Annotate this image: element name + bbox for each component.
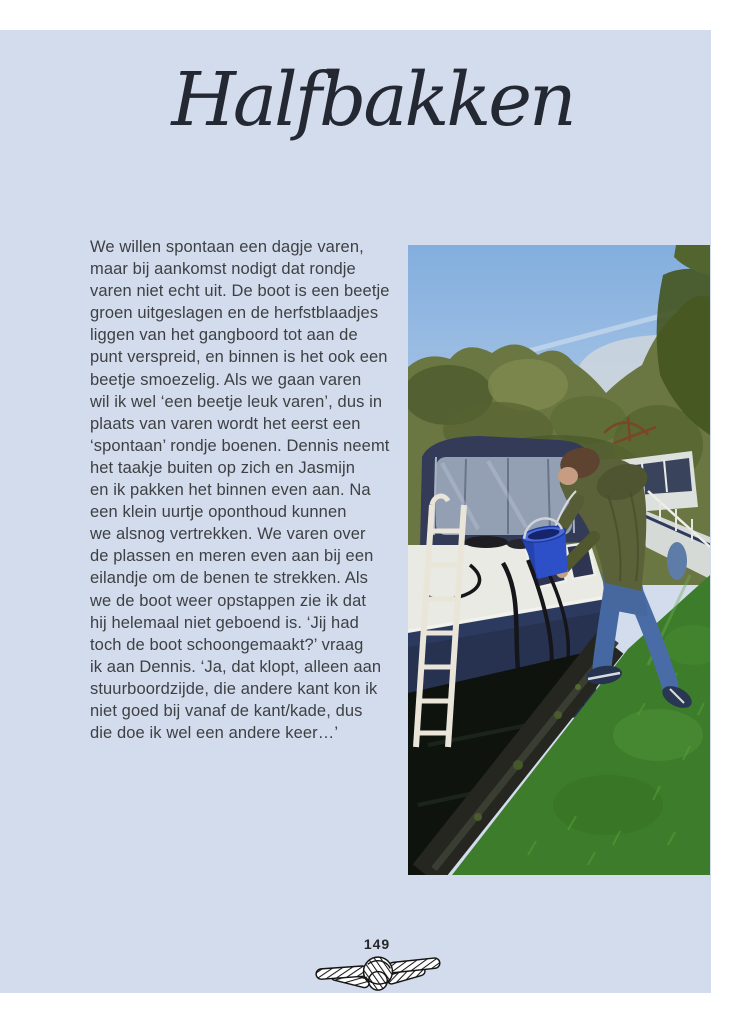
chapter-title: Halfbakken xyxy=(171,57,574,143)
body-line: de plassen en meren even aan bij een xyxy=(90,547,374,566)
body-line: groen uitgeslagen en de herfstblaadjes xyxy=(90,304,379,323)
body-line: die doe ik wel een andere keer…’ xyxy=(90,724,339,743)
page-number: 149 xyxy=(363,936,391,952)
body-line: het taakje buiten op zich en Jasmijn xyxy=(90,458,356,477)
body-line: ‘spontaan’ rondje boenen. Dennis neemt xyxy=(90,436,390,455)
body-line: eilandje om de benen te strekken. Als xyxy=(90,569,368,588)
photo-illustration xyxy=(408,245,710,875)
body-line: varen niet echt uit. De boot is een beetje xyxy=(90,282,390,301)
body-line: punt verspreid, en binnen is het ook een xyxy=(90,348,388,367)
face xyxy=(558,467,578,485)
body-line: liggen van het gangboord tot aan de xyxy=(90,326,358,345)
body-line: een klein uurtje oponthoud kunnen xyxy=(90,503,347,522)
body-line: plaats van varen wordt het eerst een xyxy=(90,414,361,433)
book-page xyxy=(0,30,711,993)
body-line: we de boot weer opstappen zie ik dat xyxy=(90,591,367,610)
body-line: toch de boot schoongemaakt?’ vraag xyxy=(90,635,364,654)
body-line: beetje smoezelig. Als we gaan varen xyxy=(90,370,362,389)
body-line: wil ik wel ‘een beetje leuk varen’, dus in xyxy=(90,392,383,411)
chapter-body xyxy=(90,236,410,744)
boat-fender xyxy=(667,542,687,580)
chapter-photo xyxy=(408,245,710,875)
body-line: stuurboordzijde, die andere kant kon ik xyxy=(90,679,378,698)
body-line: niet goed bij vanaf de kant/kade, dus xyxy=(90,701,363,720)
body-line: We willen spontaan een dagje varen, xyxy=(90,238,364,256)
rope-knot-illustration xyxy=(314,954,442,992)
body-line: hij helemaal niet geboend is. ‘Jij had xyxy=(90,613,359,632)
body-line: maar bij aankomst nodigt dat rondje xyxy=(90,260,356,279)
body-line: ik aan Dennis. ‘Ja, dat klopt, alleen aan xyxy=(90,657,382,676)
body-line: en ik pakken het binnen even aan. Na xyxy=(90,481,371,500)
rope-knot-icon xyxy=(314,954,442,992)
body-line: we alsnog vertrekken. We varen over xyxy=(90,525,366,544)
